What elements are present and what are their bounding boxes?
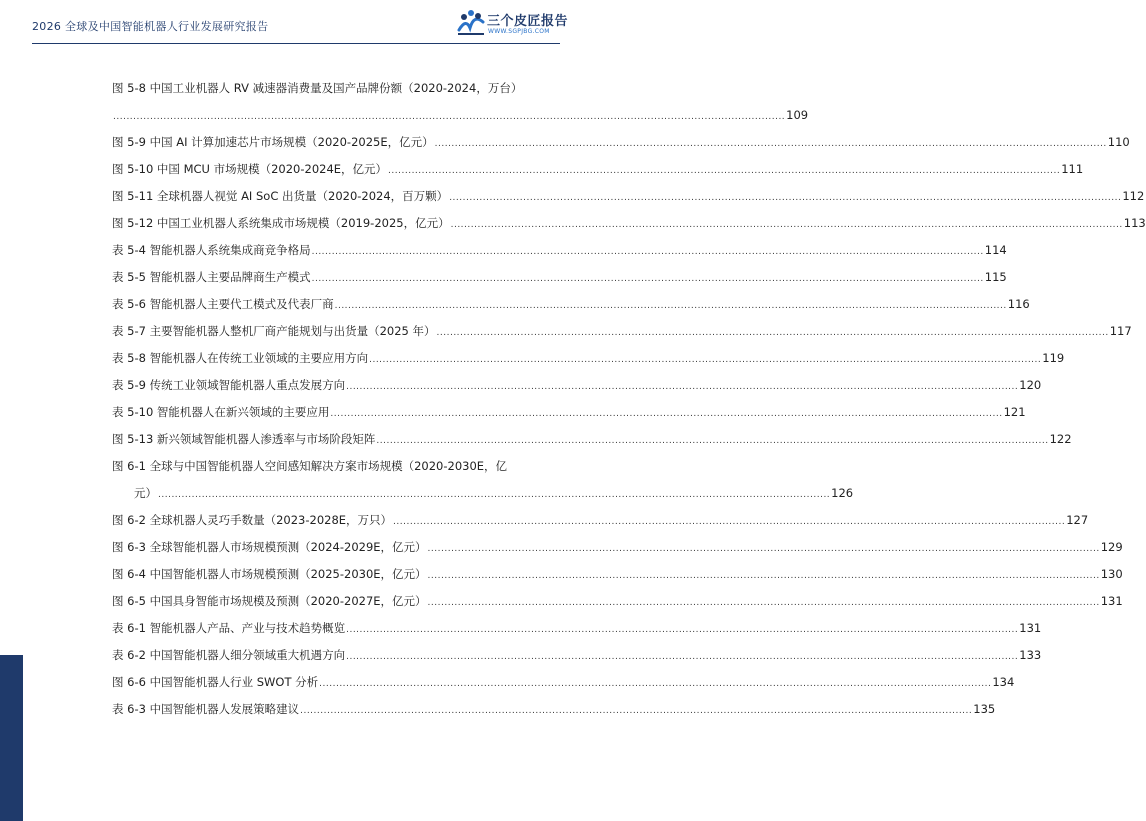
toc-entry-label: 图 6-2 全球机器人灵巧手数量（2023-2028E，万只） — [112, 513, 393, 527]
toc-entry[interactable] — [112, 399, 1026, 426]
toc-leader-dots: ........................................................................................................................................................................................................ — [346, 625, 1019, 635]
toc-page-number: 131 — [1100, 594, 1123, 608]
toc-page-number: 126 — [831, 486, 854, 500]
toc-entry-label-continued: 元） — [134, 486, 157, 500]
toc-entry[interactable] — [112, 561, 1123, 588]
toc-entry-label: 表 5-10 智能机器人在新兴领域的主要应用 — [112, 405, 330, 419]
toc-leader-dots: ........................................................................................................................................................................................................ — [449, 193, 1122, 203]
toc-page-number: 130 — [1100, 567, 1123, 581]
toc-leader-dots: ........................................................................................................................................................................................................ — [427, 598, 1100, 608]
toc-entry-label: 图 6-6 中国智能机器人行业 SWOT 分析 — [112, 675, 319, 689]
toc-leader-dots: ........................................................................................................................................................................................................ — [311, 247, 984, 257]
toc-entry-label: 表 5-4 智能机器人系统集成商竞争格局 — [112, 243, 311, 257]
toc-entry[interactable] — [112, 156, 1084, 183]
toc-entry[interactable] — [112, 534, 1123, 561]
header-divider — [32, 43, 560, 44]
toc-leader-dots: ........................................................................................................................................................................................................ — [427, 571, 1100, 581]
toc-entry[interactable] — [112, 210, 1146, 237]
toc-leader-dots: ........................................................................................................................................................................................................ — [330, 409, 1003, 419]
logo-name: 三个皮匠报告 — [487, 14, 569, 29]
toc-leader-dots: ........................................................................................................................................................................................................ — [346, 652, 1019, 662]
toc-leader-dots: ........................................................................................................................................................................................................ — [334, 301, 1007, 311]
toc-leader-dots: ........................................................................................................................................................................................................ — [376, 436, 1049, 446]
toc-page-number: 134 — [992, 675, 1015, 689]
toc-entry-label: 表 6-1 智能机器人产品、产业与技术趋势概览 — [112, 621, 346, 635]
toc-page-number: 127 — [1066, 513, 1089, 527]
toc-entry-label: 表 5-9 传统工业领域智能机器人重点发展方向 — [112, 378, 346, 392]
toc-leader-dots: ........................................................................................................................................................................................................ — [113, 112, 786, 122]
toc-page-number: 109 — [786, 108, 809, 122]
toc-page-number: 117 — [1109, 324, 1132, 338]
toc-entry-label: 表 5-6 智能机器人主要代工模式及代表厂商 — [112, 297, 334, 311]
toc-page-number: 113 — [1123, 216, 1146, 230]
toc-page-number: 119 — [1042, 351, 1065, 365]
toc-entry[interactable] — [112, 75, 809, 129]
toc-entry[interactable] — [112, 318, 1132, 345]
toc-leader-dots: ........................................................................................................................................................................................................ — [300, 706, 973, 716]
toc-page-number: 129 — [1100, 540, 1123, 554]
logo-figures-icon — [456, 8, 486, 38]
toc-page-number: 114 — [984, 243, 1007, 257]
toc-entry[interactable] — [112, 129, 1130, 156]
toc-entry-label: 图 6-5 中国具身智能市场规模及预测（2020-2027E，亿元） — [112, 594, 427, 608]
toc-page-number: 116 — [1007, 297, 1030, 311]
toc-entry-label: 图 5-13 新兴领域智能机器人渗透率与市场阶段矩阵 — [112, 432, 376, 446]
toc-entry[interactable] — [112, 642, 1042, 669]
toc-entry-label: 表 6-3 中国智能机器人发展策略建议 — [112, 702, 300, 716]
toc-leader-dots: ........................................................................................................................................................................................................ — [369, 355, 1042, 365]
toc-leader-dots: ........................................................................................................................................................................................................ — [311, 274, 984, 284]
toc-entry-continuation — [112, 480, 854, 507]
toc-entry[interactable] — [112, 237, 1007, 264]
toc-entry[interactable] — [112, 588, 1123, 615]
toc-entry-continuation — [112, 102, 809, 129]
toc-entry-label: 表 5-7 主要智能机器人整机厂商产能规划与出货量（2025 年） — [112, 324, 436, 338]
toc-entry-label: 图 5-10 中国 MCU 市场规模（2020-2024E，亿元） — [112, 162, 388, 176]
toc-entry[interactable] — [112, 372, 1042, 399]
toc-entry[interactable] — [112, 507, 1089, 534]
toc-entry-label: 表 5-5 智能机器人主要品牌商生产模式 — [112, 270, 311, 284]
toc-entry-label: 图 5-8 中国工业机器人 RV 减速器消费量及国产品牌份额（2020-2024，万台） — [112, 81, 523, 95]
toc-page-number: 135 — [973, 702, 996, 716]
toc-entry-label: 图 6-1 全球与中国智能机器人空间感知解决方案市场规模（2020-2030E，亿 — [112, 459, 508, 473]
table-of-figures — [112, 75, 1146, 723]
toc-page-number: 112 — [1122, 189, 1145, 203]
page-header — [0, 0, 592, 52]
toc-leader-dots: ........................................................................................................................................................................................................ — [427, 544, 1100, 554]
toc-page-number: 120 — [1019, 378, 1042, 392]
toc-page-number: 110 — [1107, 135, 1130, 149]
toc-entry[interactable] — [112, 669, 1015, 696]
toc-leader-dots: ........................................................................................................................................................................................................ — [450, 220, 1123, 230]
toc-page-number: 111 — [1061, 162, 1084, 176]
toc-entry[interactable] — [112, 615, 1042, 642]
toc-page-number: 133 — [1019, 648, 1042, 662]
left-accent-bar — [0, 655, 23, 821]
toc-leader-dots: ........................................................................................................................................................................................................ — [434, 139, 1107, 149]
toc-page-number: 131 — [1019, 621, 1042, 635]
toc-page-number: 121 — [1003, 405, 1026, 419]
toc-leader-dots: ........................................................................................................................................................................................................ — [158, 490, 831, 500]
toc-entry[interactable] — [112, 426, 1072, 453]
toc-entry[interactable] — [112, 264, 1007, 291]
toc-leader-dots: ........................................................................................................................................................................................................ — [388, 166, 1061, 176]
toc-entry-label: 图 6-3 全球智能机器人市场规模预测（2024-2029E，亿元） — [112, 540, 427, 554]
report-title: 2026 全球及中国智能机器人行业发展研究报告 — [32, 20, 269, 33]
toc-entry[interactable] — [112, 453, 854, 507]
toc-leader-dots: ........................................................................................................................................................................................................ — [319, 679, 992, 689]
toc-leader-dots: ........................................................................................................................................................................................................ — [346, 382, 1019, 392]
toc-entry[interactable] — [112, 291, 1030, 318]
toc-entry-label: 图 5-9 中国 AI 计算加速芯片市场规模（2020-2025E，亿元） — [112, 135, 434, 149]
toc-entry-label: 表 5-8 智能机器人在传统工业领域的主要应用方向 — [112, 351, 369, 365]
logo-url: WWW.SGPJBG.COM — [488, 28, 550, 35]
toc-entry[interactable] — [112, 183, 1145, 210]
toc-page-number: 115 — [984, 270, 1007, 284]
toc-entry-label: 图 5-12 中国工业机器人系统集成市场规模（2019-2025，亿元） — [112, 216, 450, 230]
toc-entry[interactable] — [112, 696, 996, 723]
toc-entry[interactable] — [112, 345, 1065, 372]
toc-entry-label: 表 6-2 中国智能机器人细分领域重大机遇方向 — [112, 648, 346, 662]
toc-entry-label: 图 6-4 中国智能机器人市场规模预测（2025-2030E，亿元） — [112, 567, 427, 581]
toc-leader-dots: ........................................................................................................................................................................................................ — [393, 517, 1066, 527]
toc-entry-label: 图 5-11 全球机器人视觉 AI SoC 出货量（2020-2024，百万颗） — [112, 189, 449, 203]
brand-logo — [456, 6, 568, 40]
toc-leader-dots: ........................................................................................................................................................................................................ — [436, 328, 1109, 338]
toc-page-number: 122 — [1049, 432, 1072, 446]
